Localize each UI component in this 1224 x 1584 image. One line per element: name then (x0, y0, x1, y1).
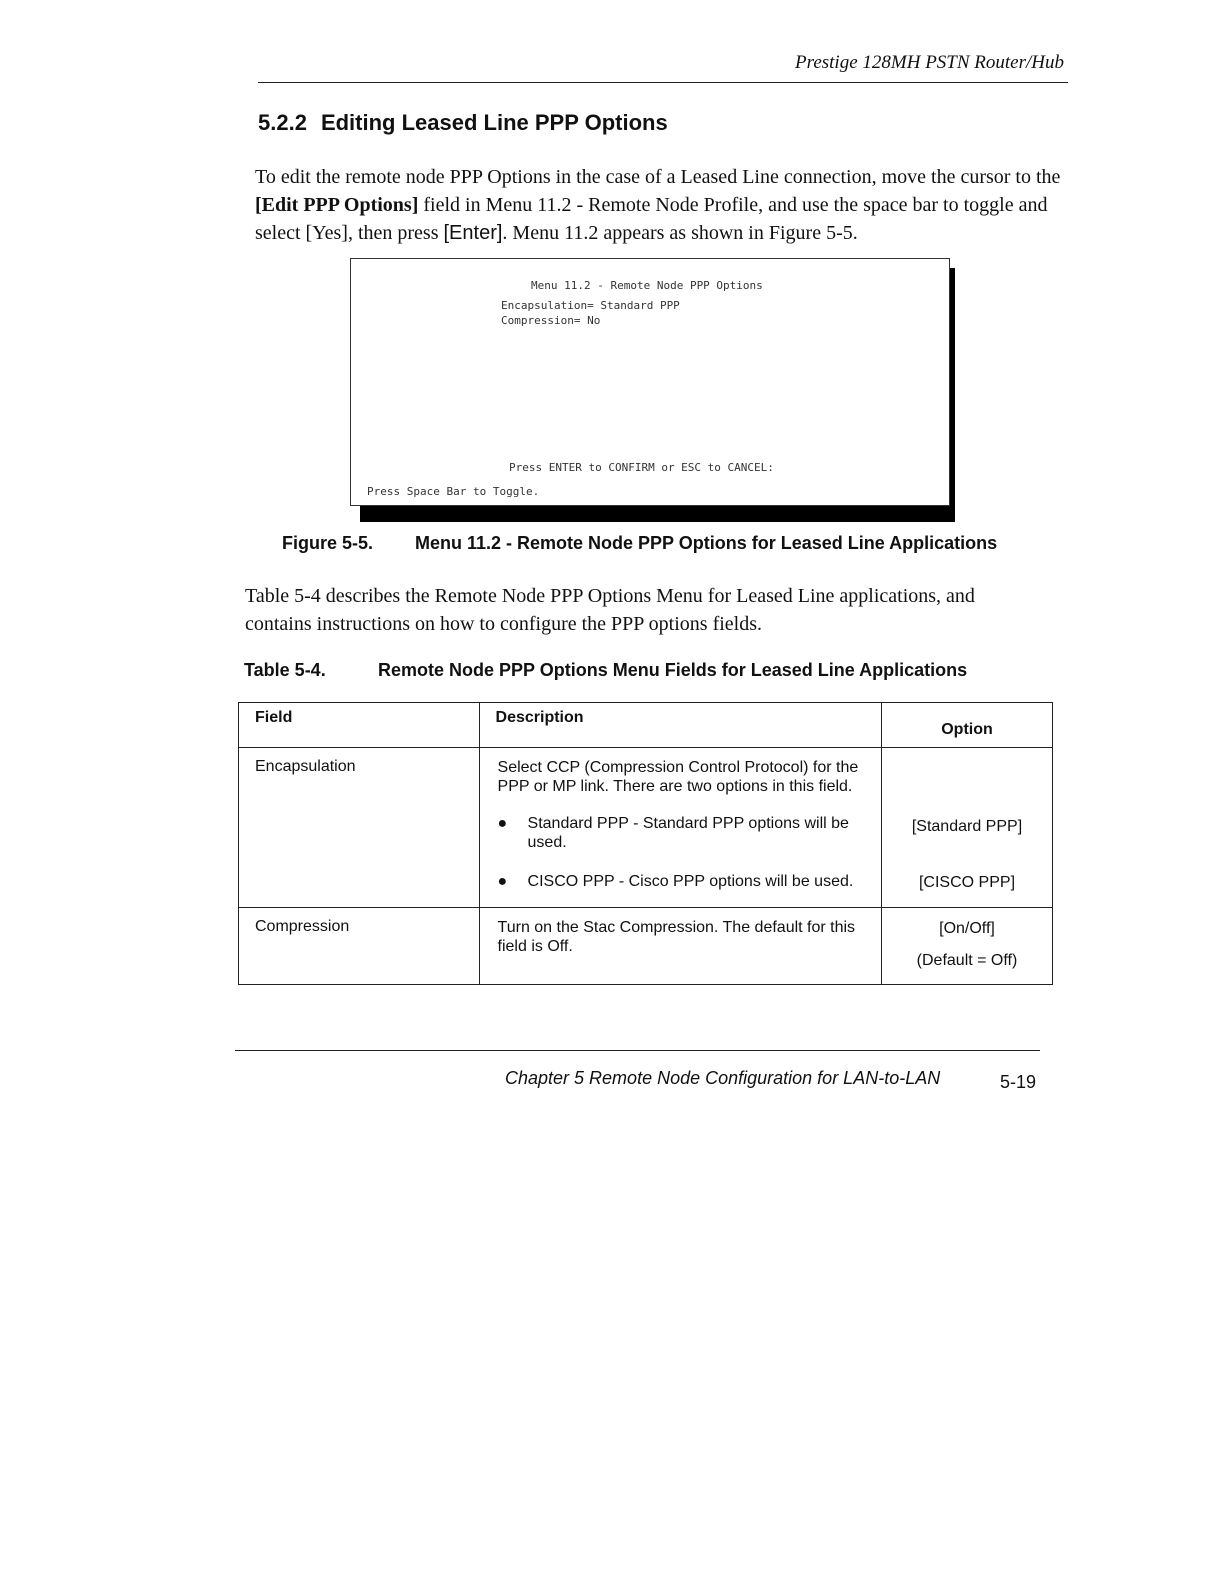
list-item (498, 814, 863, 852)
option-value: [Standard PPP] (911, 818, 1023, 835)
bullet-text: Standard PPP - Standard PPP options will be used. (527, 815, 849, 851)
fields-table (238, 702, 1053, 985)
option-value: (Default = Off) (916, 952, 1018, 969)
table-label: Table 5-4. (244, 660, 326, 680)
table-intro-paragraph: Table 5-4 describes the Remote Node PPP Options Menu for Leased Line applications, and contains instructions on how to configure the PPP options fields. (245, 585, 975, 635)
section-heading (258, 110, 668, 136)
header-description: Description (479, 703, 881, 748)
header-field: Field (239, 703, 480, 748)
description-cell (479, 908, 881, 985)
option-value: [On/Off] (939, 920, 995, 937)
screen-confirm-prompt: Press ENTER to CONFIRM or ESC to CANCEL: (509, 461, 774, 474)
intro-text-1: To edit the remote node PPP Options in the case of a Leased Line connection, move the cursor to the (255, 166, 1061, 188)
header-title: Prestige 128MH PSTN Router/Hub (795, 52, 1064, 73)
intro-enter-key: [Enter] (443, 222, 503, 244)
screen-encapsulation-field: Encapsulation= Standard PPP (501, 299, 680, 312)
section-title: Editing Leased Line PPP Options (320, 110, 668, 135)
list-item (498, 872, 863, 891)
option-cell (882, 908, 1053, 985)
screen-compression-field: Compression= No (501, 314, 601, 327)
footer-chapter: Chapter 5 Remote Node Configuration for LAN-to-LAN (505, 1068, 941, 1088)
intro-paragraph (255, 163, 1065, 247)
bullet-icon: ● (497, 815, 508, 832)
header-option: Option (882, 703, 1053, 748)
screen-shadow-bottom (360, 505, 955, 522)
figure-label: Figure 5-5. (282, 533, 374, 553)
table-row (239, 748, 1053, 908)
description-text: Turn on the Stac Compression. The default for this field is Off. (497, 919, 856, 955)
intro-text-2: field in Menu 11.2 - Remote Node Profile, and use the space bar to toggle and select [Yes], then press (255, 194, 1048, 244)
screen-title: Menu 11.2 - Remote Node PPP Options (531, 279, 763, 292)
page-number: 5-19 (1000, 1072, 1037, 1092)
table-row (239, 908, 1053, 985)
terminal-screen (350, 258, 950, 506)
footer-rule (235, 1050, 1040, 1051)
table-caption-text: Remote Node PPP Options Menu Fields for Leased Line Applications (378, 660, 968, 680)
bullet-text: CISCO PPP - Cisco PPP options will be used. (527, 873, 854, 890)
table-caption (244, 660, 967, 681)
bullet-icon: ● (497, 873, 508, 890)
description-cell (479, 748, 881, 908)
figure-caption (282, 533, 997, 554)
section-number: 5.2.2 (258, 110, 307, 135)
intro-text-3: . Menu 11.2 appears as shown in Figure 5-5. (502, 222, 858, 244)
field-cell: Encapsulation (239, 748, 480, 908)
screen-toggle-hint: Press Space Bar to Toggle. (367, 485, 540, 498)
intro-field-name: [Edit PPP Options] (255, 194, 419, 216)
option-cell (882, 748, 1053, 908)
figure-caption-text: Menu 11.2 - Remote Node PPP Options for Leased Line Applications (415, 533, 998, 553)
page-header (258, 50, 1068, 83)
table-header-row (239, 703, 1053, 748)
field-cell: Compression (239, 908, 480, 985)
option-value: [CISCO PPP] (918, 874, 1016, 891)
description-text: Select CCP (Compression Control Protocol) for the PPP or MP link. There are two options in this field. (497, 759, 859, 795)
